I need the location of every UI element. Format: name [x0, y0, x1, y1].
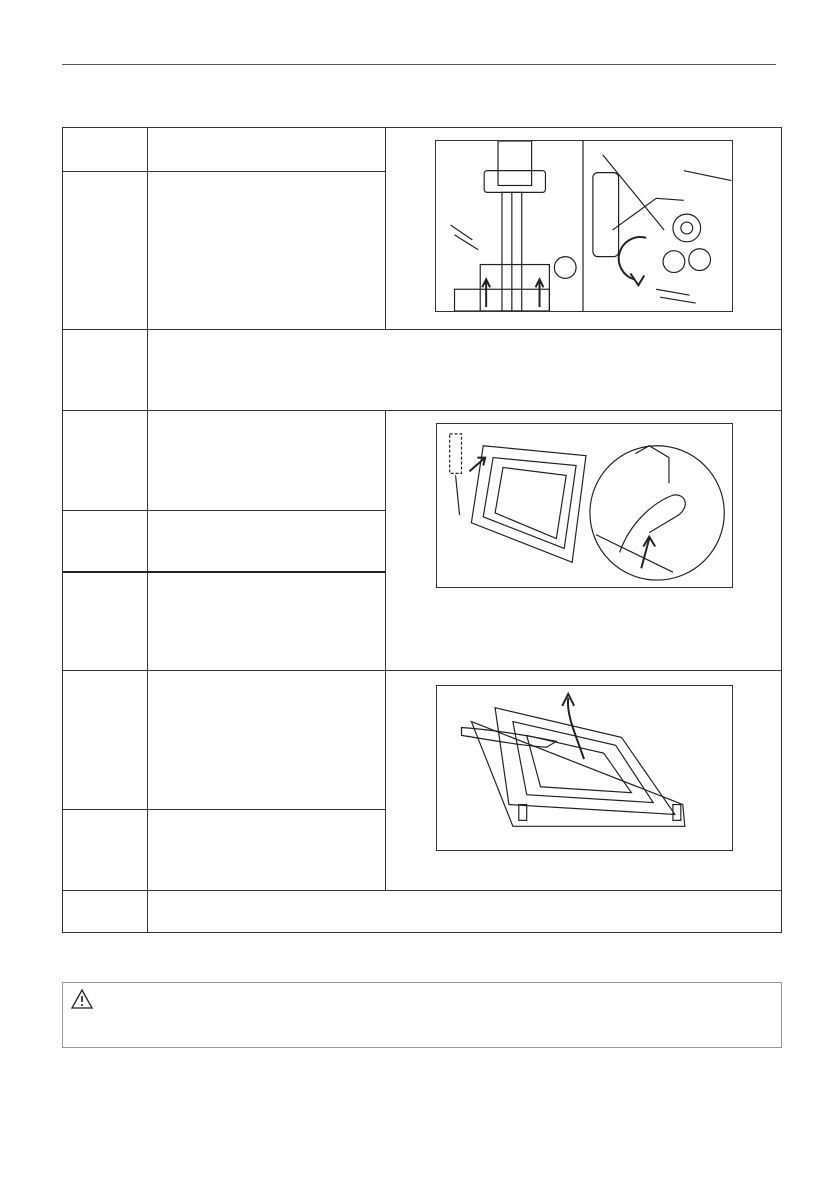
- header-rule: [62, 64, 776, 65]
- warning-box: [62, 982, 782, 1048]
- row-divider: [63, 171, 386, 172]
- text-column-divider-b: [385, 411, 386, 671]
- door-removal-figure: [436, 423, 733, 588]
- row-divider: [63, 890, 781, 891]
- glass-panel-figure: [436, 685, 733, 851]
- row-divider: [63, 670, 781, 671]
- text-column-divider-a: [385, 128, 386, 330]
- row-divider: [63, 571, 386, 573]
- warning-triangle-icon: [71, 989, 93, 1009]
- row-divider: [63, 410, 781, 411]
- row-divider: [63, 809, 386, 810]
- step-column-divider: [147, 128, 148, 932]
- hinge-lock-figure: [435, 140, 733, 312]
- text-column-divider-c: [385, 671, 386, 891]
- row-divider: [63, 510, 386, 511]
- row-divider: [63, 329, 781, 330]
